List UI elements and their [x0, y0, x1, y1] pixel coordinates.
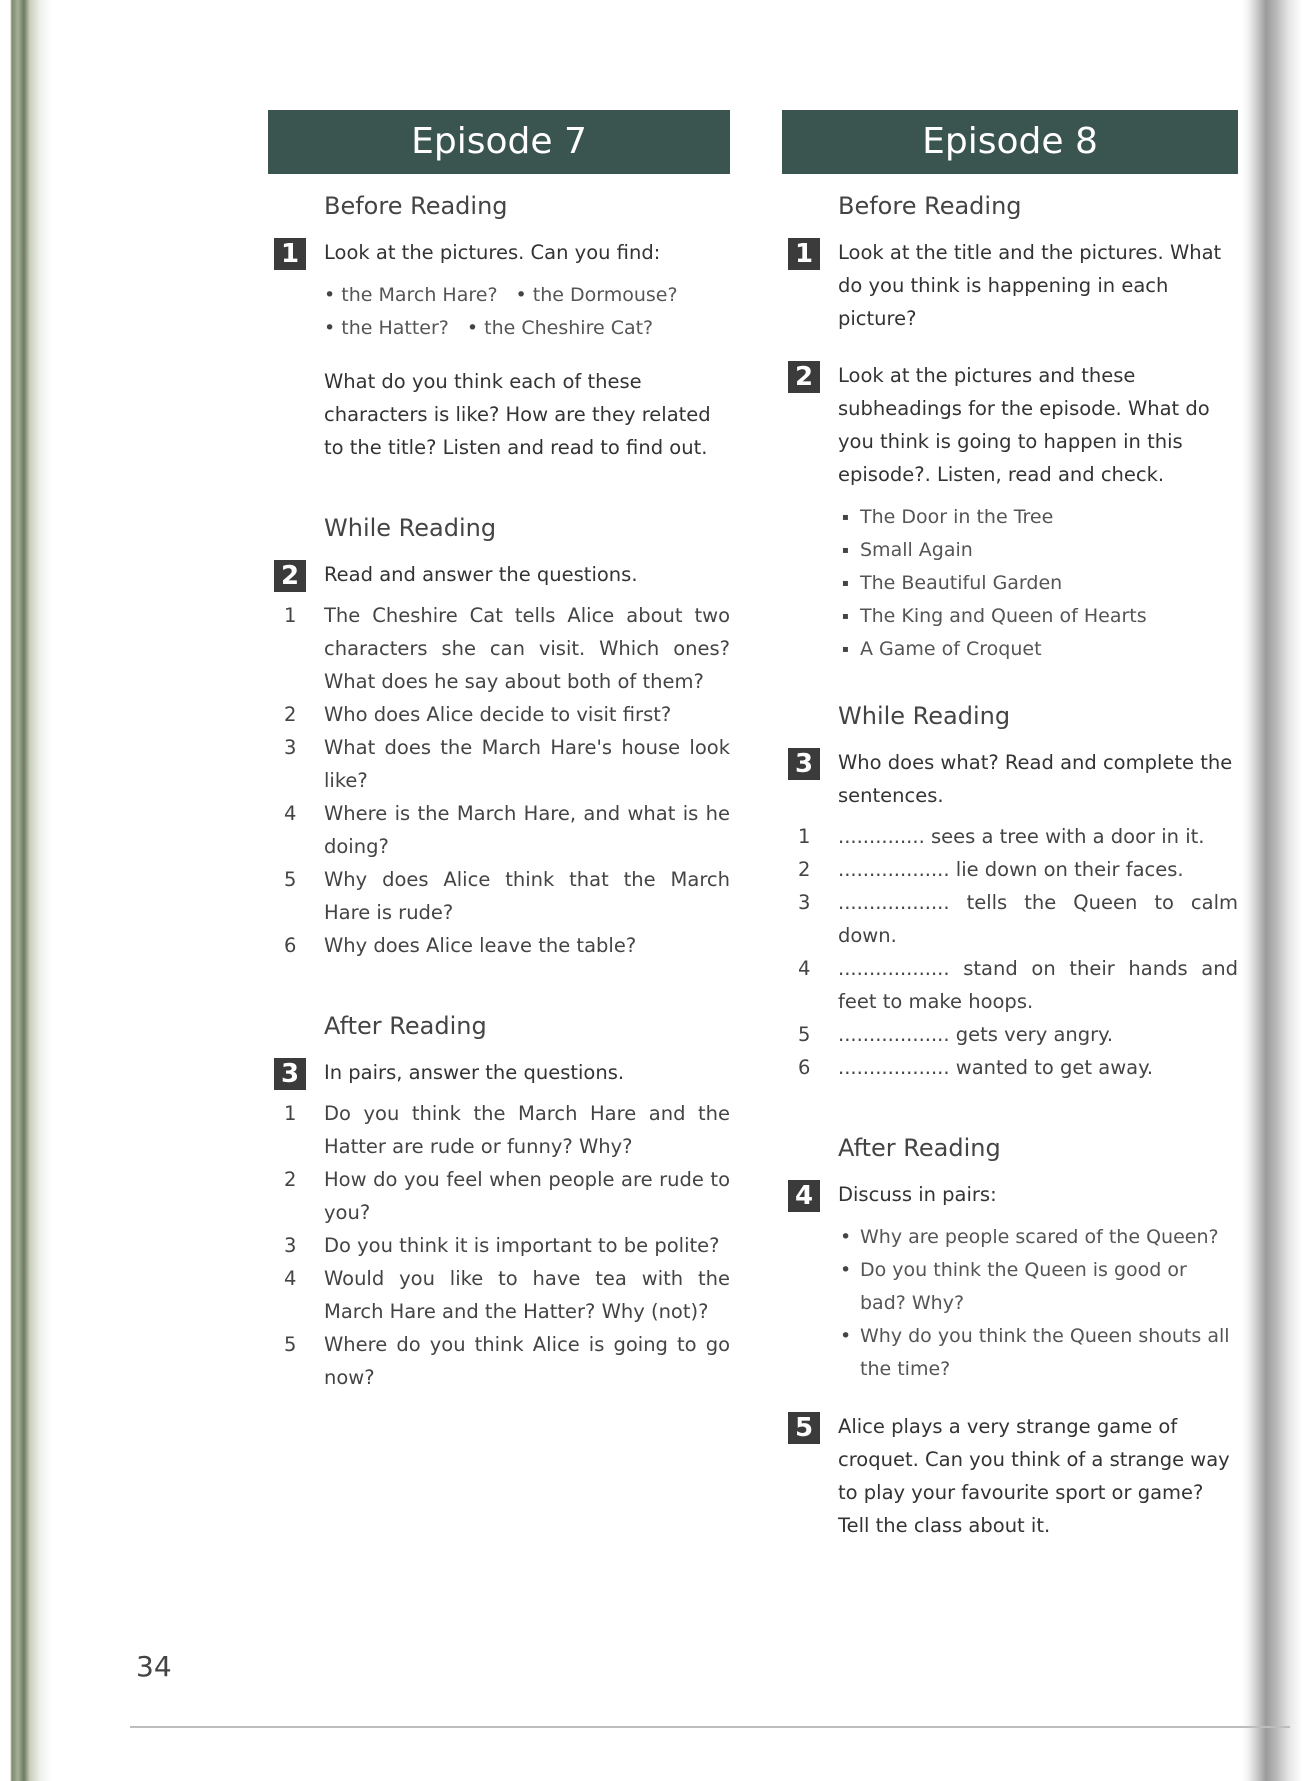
ep7-before-reading-heading: Before Reading: [324, 192, 508, 220]
list-item: 6 Why does Alice leave the table?: [284, 934, 637, 957]
list-item: 1 .............. sees a tree with a door in it.: [798, 825, 1205, 848]
page-edge-shadow: [1242, 0, 1312, 1781]
page-bottom-edge: [130, 1726, 1290, 1728]
ep7-task-3: [268, 1056, 730, 1089]
list-item: 5 .................. gets very angry.: [798, 1023, 1114, 1046]
list-item: 1 Do you think the March Hare and the Hatter are rude or funny? Why?: [284, 1102, 730, 1158]
list-item: 5 Where do you think Alice is going to go now?: [284, 1333, 730, 1389]
task-number-box: 2: [274, 560, 306, 592]
list-item: 4 .................. stand on their hands and feet to make hoops.: [798, 957, 1238, 1013]
episode-8-column: [782, 110, 1238, 1542]
task-number-box: 1: [274, 238, 306, 270]
list-item: 2 How do you feel when people are rude to you?: [284, 1168, 730, 1224]
list-item: ▪ A Game of Croquet: [838, 633, 1238, 666]
ep8-while-reading-heading: While Reading: [838, 702, 1011, 730]
task-number-box: 4: [788, 1180, 820, 1212]
ep7-after-questions: [268, 1097, 730, 1394]
ep7-after-reading-heading: After Reading: [324, 1012, 487, 1040]
task-instruction: Look at the pictures and these subheadings for the episode. What do you think is going to happen in this episode?. Listen, read and check.: [838, 364, 1210, 486]
list-item: 6 .................. wanted to get away.: [798, 1056, 1154, 1079]
character-item: • the March Hare?: [324, 279, 498, 312]
list-item: 3 .................. tells the Queen to calm down.: [798, 891, 1238, 947]
task-instruction: In pairs, answer the questions.: [324, 1061, 625, 1084]
character-item: • the Cheshire Cat?: [467, 312, 653, 345]
list-item: 1 The Cheshire Cat tells Alice about two characters she can visit. Which ones? What does he say about both of them?: [284, 604, 730, 693]
task-number-box: 5: [788, 1412, 820, 1444]
list-item: ▪ The King and Queen of Hearts: [838, 600, 1238, 633]
task-number-box: 3: [788, 748, 820, 780]
ep8-discussion-points: [838, 1221, 1238, 1386]
task-instruction: Discuss in pairs:: [838, 1183, 997, 1206]
character-item: • the Hatter?: [324, 312, 449, 345]
task-instruction: Look at the title and the pictures. What do you think is happening in each picture?: [838, 241, 1222, 330]
task-instruction: Look at the pictures. Can you find:: [324, 241, 661, 264]
ep7-while-reading-heading: While Reading: [324, 514, 497, 542]
list-item: 4 Would you like to have tea with the March Hare and the Hatter? Why (not)?: [284, 1267, 730, 1323]
ep8-task-3: [782, 746, 1238, 812]
ep8-subheadings-list: [838, 501, 1238, 666]
ep8-task-4: [782, 1178, 1238, 1211]
episode-8-header: Episode 8: [782, 110, 1238, 174]
ep8-task-1: [782, 236, 1238, 335]
ep7-task-1: [268, 236, 730, 269]
list-item: • Do you think the Queen is good or bad? Why?: [838, 1254, 1238, 1320]
episode-7-header: Episode 7: [268, 110, 730, 174]
list-item: 4 Where is the March Hare, and what is he doing?: [284, 802, 730, 858]
ep8-task-5: [782, 1410, 1238, 1542]
task-number-box: 1: [788, 238, 820, 270]
book-spine: [0, 0, 52, 1781]
task-instruction: Who does what? Read and complete the sentences.: [838, 751, 1233, 807]
ep8-after-reading-heading: After Reading: [838, 1134, 1001, 1162]
ep7-character-list: [268, 279, 730, 345]
list-item: ▪ Small Again: [838, 534, 1238, 567]
list-item: ▪ The Beautiful Garden: [838, 567, 1238, 600]
list-item: 2 Who does Alice decide to visit first?: [284, 703, 672, 726]
ep7-task-1-followup: What do you think each of these characters is like? How are they related to the title? Listen and read to find out.: [324, 370, 711, 459]
list-item: • Why are people scared of the Queen?: [838, 1221, 1238, 1254]
ep8-task-2: [782, 359, 1238, 491]
list-item: 5 Why does Alice think that the March Hare is rude?: [284, 868, 730, 924]
episode-7-column: [268, 110, 730, 1394]
task-instruction: Read and answer the questions.: [324, 563, 638, 586]
page-number: 34: [136, 1650, 172, 1683]
list-item: 3 What does the March Hare's house look like?: [284, 736, 730, 792]
task-instruction: Alice plays a very strange game of croquet. Can you think of a strange way to play your favourite sport or game? Tell the class about it.: [838, 1415, 1230, 1537]
task-number-box: 2: [788, 361, 820, 393]
list-item: ▪ The Door in the Tree: [838, 501, 1238, 534]
ep8-complete-sentences: [782, 820, 1238, 1084]
list-item: 3 Do you think it is important to be polite?: [284, 1234, 720, 1257]
ep7-while-questions: [268, 599, 730, 962]
ep8-before-reading-heading: Before Reading: [838, 192, 1022, 220]
character-item: • the Dormouse?: [516, 279, 678, 312]
list-item: 2 .................. lie down on their faces.: [798, 858, 1184, 881]
ep7-task-2: [268, 558, 730, 591]
task-number-box: 3: [274, 1058, 306, 1090]
list-item: • Why do you think the Queen shouts all the time?: [838, 1320, 1238, 1386]
